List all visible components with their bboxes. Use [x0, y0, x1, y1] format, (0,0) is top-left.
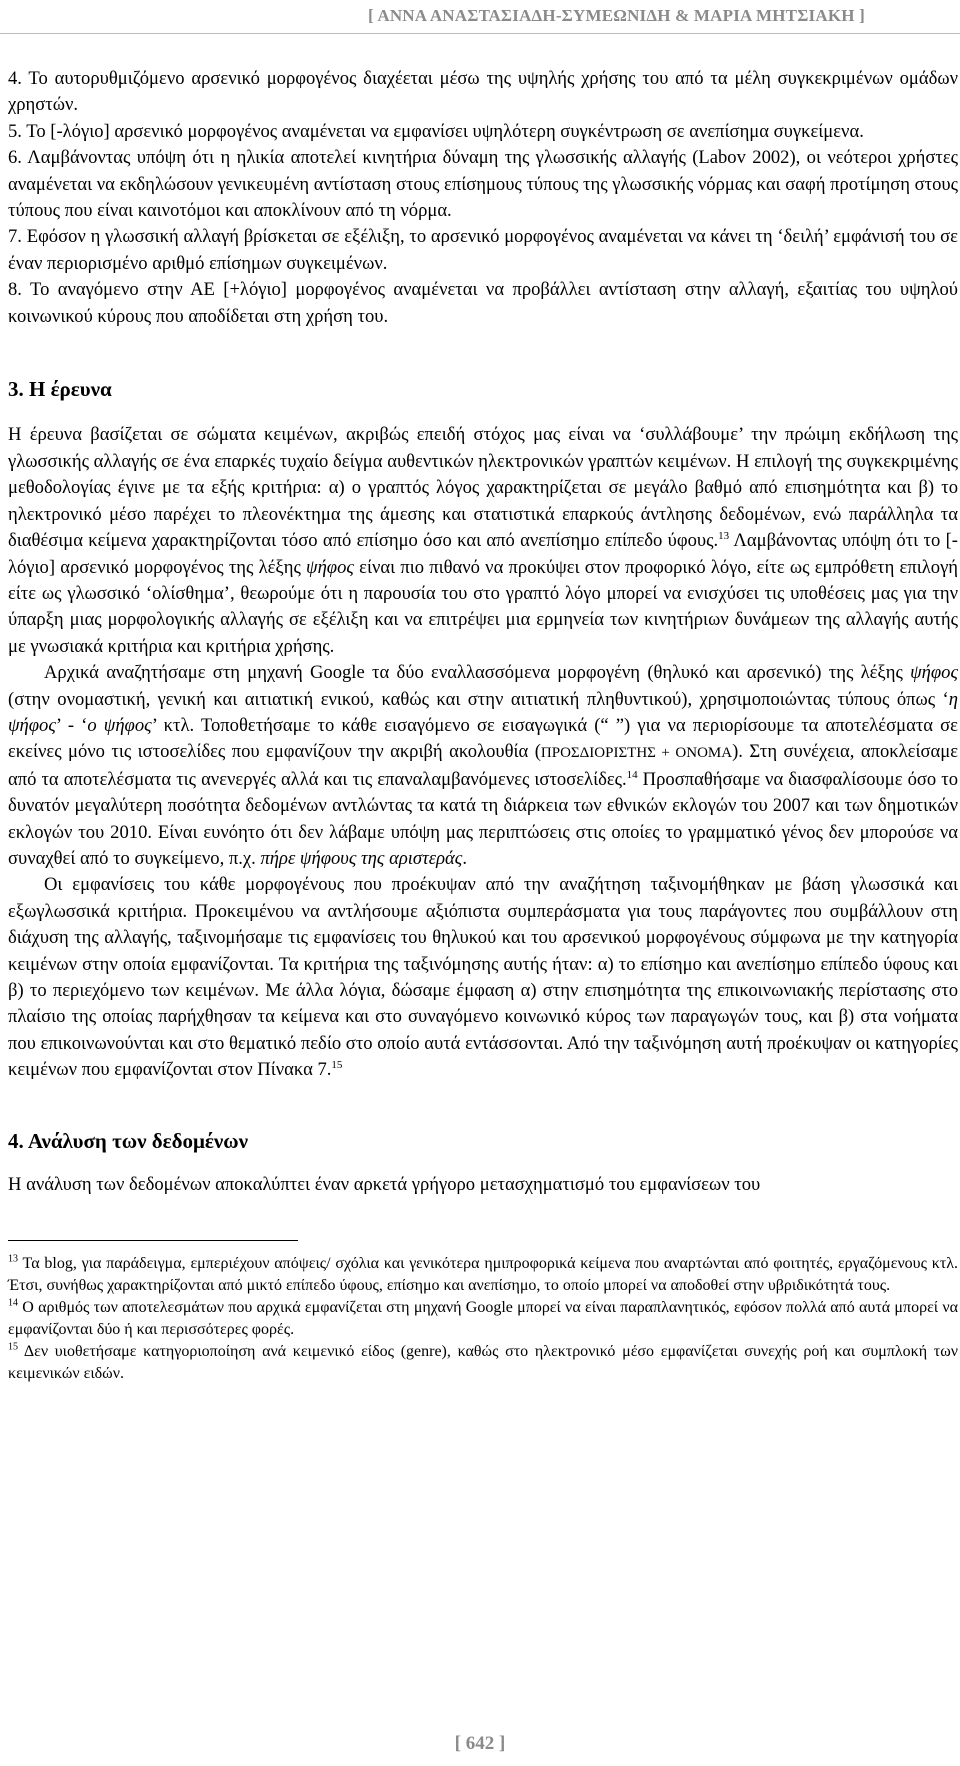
text-run: Λαμβάνοντας υπόψη ότι το [-λόγιο] αρσενικό μορφογένος της λέξης: [8, 530, 958, 578]
section-4-heading: 4. Ανάλυση των δεδομένων: [8, 1128, 248, 1153]
section-3-paragraph-2: [8, 660, 958, 872]
footnote-ref-14[interactable]: 14: [626, 768, 638, 781]
footnote-13: [8, 1253, 958, 1297]
footnote-14: [8, 1297, 958, 1341]
italic-term: ψήφος: [306, 556, 354, 578]
text-run: Προσπαθήσαμε να διασφαλίσουμε όσο το δυνατόν μεγαλύτερη ποσότητα δεδομένων αντλώντας τα κατά τη διάρκεια των εθνικών εκλογών του 2007 και των δημοτικών εκλογών του 2010. Είναι ευνόητο ότι δεν λάβαμε υπόψη μας περιπτώσεις στις οποίες το γραμματικό γένος δεν μπορούσε να συναχθεί από το συγκείμενο, π.χ.: [8, 768, 958, 869]
italic-example: πήρε ψήφους της αριστεράς: [260, 847, 463, 869]
text-run: Οι εμφανίσεις του κάθε μορφογένους που προέκυψαν από την αναζήτηση ταξινομήθηκαν με βάση γλωσσικά και εξωγλωσσικά κριτήρια. Προκειμένου να αντλήσουμε αξιόπιστα συμπεράσματα για τους παράγοντες που συμβάλλουν στη διάχυση της αλλαγής, ταξινομήσαμε τις εμφανίσεις του θηλυκού και του αρσενικού μορφογένους σύμφωνα με την κατηγορία κειμένων στην οποία εμφανίζονται. Τα κριτήρια της ταξινόμησης αυτής ήταν: α) το επίσημο και ανεπίσημο επίπεδο ύφους και β) το περιεχόμενο των κειμένων. Με άλλα λόγια, δώσαμε έμφαση α) στην επισημότητα της επικοινωνιακής περίστασης στο πλαίσιο της οποίας παρήχθησαν τα κείμενα και στο συναγόμενο κοινωνικό κύρος των παραγωγών τους, και β) στα νοήματα που επικοινωνούνται και στο θεματικό πεδίο στο οποίο αυτά εντάσσονται. Από την ταξινόμηση αυτή προέκυψαν οι κατηγορίες κειμένων που εμφανίζονται στον Πίνακα 7.: [8, 874, 958, 1081]
hypothesis-7: 7. Εφόσον η γλωσσική αλλαγή βρίσκεται σε εξέλιξη, το αρσενικό μορφογένος αναμένεται να κάνει τη ‘δειλή’ εμφάνισή του σε έναν περιορισμένο αριθμό επίσημων συγκειμένων.: [8, 226, 958, 274]
page-number: [ 642 ]: [454, 1733, 506, 1754]
footnote-text: Δεν υιοθετήσαμε κατηγοριοποίηση ανά κειμενικό είδος (genre), καθώς στο ηλεκτρονικό μέσο εμφανίζεται συνεχής ροή και συμπλοκή των κειμενικών ειδών.: [8, 1343, 958, 1383]
text-run: (στην ονομαστική, γενική και αιτιατική ενικού, καθώς και στην αιτιατική πληθυντικού), χρησιμοποιώντας τύπους όπως ‘: [8, 688, 949, 710]
hypothesis-4: 4. Το αυτορυθμιζόμενο αρσενικό μορφογένος διαχέεται μέσω της υψηλής χρήσης του από τα μέλη συγκεκριμένων ομάδων χρηστών.: [8, 68, 958, 116]
text-run: Η έρευνα βασίζεται σε σώματα κειμένων, ακριβώς επειδή στόχος μας είναι να ‘συλλάβουμε’ την πρώιμη εκδήλωση της γλωσσικής αλλαγής σε ένα επαρκές τυχαίο δείγμα αυθεντικών ηλεκτρονικών γραπτών κειμένων. Η επιλογή της συγκεκριμένης μεθοδολογίας έγινε με τα εξής κριτήρια: α) ο γραπτός λόγος χαρακτηρίζεται σε μεγάλο βαθμό από επισημότητα και β) το ηλεκτρονικό μέσο παρέχει το πλεονέκτημα της άμεσης και στατιστικά επαρκούς άντλησης δεδομένων, ενώ παράλληλα τα διαθέσιμα κείμενα χαρακτηρίζονται τόσο από επίσημο όσο και από ανεπίσημο επίπεδο ύφους.: [8, 424, 958, 552]
section-3-paragraph-3: [8, 872, 958, 1083]
header-divider: [0, 33, 960, 34]
italic-term: ψήφος: [910, 662, 958, 684]
footnote-number: 14: [8, 1298, 18, 1310]
text-run: ’ - ‘: [55, 714, 88, 736]
footnote-text: Τα blog, για παράδειγμα, εμπεριέχουν απόψεις/ σχόλια και γενικότερα ημιπροφορικά κείμενα που αναρτώνται από φοιτητές, εργαζόμενους κτλ. Έτσι, συνήθως χαρακτηρίζονται από μικτό επίπεδο ύφους, επίσημο και ανεπίσημο, το οποίο μπορεί να αποδοθεί στην υβριδικότητά τους.: [8, 1255, 958, 1295]
section-3-paragraph-1: [8, 422, 958, 660]
text-run: ’ κτλ. Τοποθετήσαμε το κάθε εισαγόμενο σε εισαγωγικά (“ ”) για να περιορίσουμε τα αποτελέσματα σε εκείνες μόνο τις ιστοσελίδες που εμφανίζουν την ακριβή ακολουθία (: [8, 714, 958, 763]
italic-example: ο ψήφος: [87, 714, 152, 736]
italic-example: η ψήφος: [8, 688, 958, 736]
footnote-number: 13: [8, 1254, 18, 1266]
running-header: [ ΑΝΝΑ ΑΝΑΣΤΑΣΙΑΔΗ-ΣΥΜΕΩΝΙΔΗ & ΜΑΡΙΑ ΜΗΤΣΙΑΚΗ ]: [367, 6, 865, 25]
footnote-number: 15: [8, 1342, 18, 1354]
small-caps-sequence: ΠΡΟΣΔΙΟΡΙΣΤΗΣ + ΟΝΟΜΑ: [540, 745, 733, 762]
hypothesis-6: 6. Λαμβάνοντας υπόψη ότι η ηλικία αποτελεί κινητήρια δύναμη της γλωσσικής αλλαγής (Labov 2002), οι νεότεροι χρήστες αναμένεται να εκδηλώσουν γενικευμένη αντίσταση στους επίσημους τύπους της γλωσσικής νόρμας και σαφή προτίμηση στους τύπους που είναι καινοτόμοι και αποκλίνουν από τη νόρμα.: [8, 147, 958, 222]
footnote-text: Ο αριθμός των αποτελεσμάτων που αρχικά εμφανίζεται στη μηχανή Google μπορεί να είναι παραπλανητικός, εφόσον πολλά από αυτά μπορεί να εμφανίζονται δύο ή και περισσότερες φορές.: [8, 1299, 958, 1339]
footnotes: [8, 1253, 958, 1385]
text-run: είναι πιο πιθανό να προκύψει στον προφορικό λόγο, είτε ως εμπρόθετη επιλογή είτε ως γλωσσικό ‘ολίσθημα’, θεωρούμε ότι η παρουσία του στο γραπτό λόγο μπορεί να ενισχύσει τις υποθέσεις μας για την ύπαρξη μιας μορφολογικής αλλαγής σε εξέλιξη και να επιτρέψει μια ερμηνεία των κινητήριων δυνάμεων της αλλαγής αυτής με γνωσιακά κριτήρια και κριτήρια χρήσης.: [8, 556, 959, 657]
footnote-ref-13[interactable]: 13: [718, 529, 730, 542]
page-body: [8, 66, 958, 1385]
footnote-ref-15[interactable]: 15: [331, 1059, 343, 1072]
section-4-paragraph-1: Η ανάλυση των δεδομένων αποκαλύπτει έναν αρκετά γρήγορο μετασχηματισμό του εμφανίσεων του: [8, 1174, 761, 1196]
text-run: .: [462, 847, 467, 869]
footnote-divider: [8, 1240, 298, 1241]
text-run: Αρχικά αναζητήσαμε στη μηχανή Google τα δύο εναλλασσόμενα μορφογένη (θηλυκό και αρσενικό) της λέξης: [44, 662, 911, 684]
text-run: ). Στη συνέχεια, αποκλείσαμε από τα αποτελέσματα τις ανενεργές αλλά και τις επαναλαμβανόμενες ιστοσελίδες.: [8, 741, 959, 790]
hypothesis-5: 5. Το [-λόγιο] αρσενικό μορφογένος αναμένεται να εμφανίσει υψηλότερη συγκέντρωση σε ανεπίσημα συγκείμενα.: [8, 120, 864, 142]
section-3-heading: 3. Η έρευνα: [8, 377, 112, 402]
footnote-15: [8, 1341, 958, 1385]
hypothesis-8: 8. Το αναγόμενο στην ΑΕ [+λόγιο] μορφογένος αναμένεται να προβάλλει αντίσταση στην αλλαγή, εξαιτίας του υψηλού κοινωνικού κύρους που αποδίδεται στη χρήση του.: [8, 279, 958, 327]
